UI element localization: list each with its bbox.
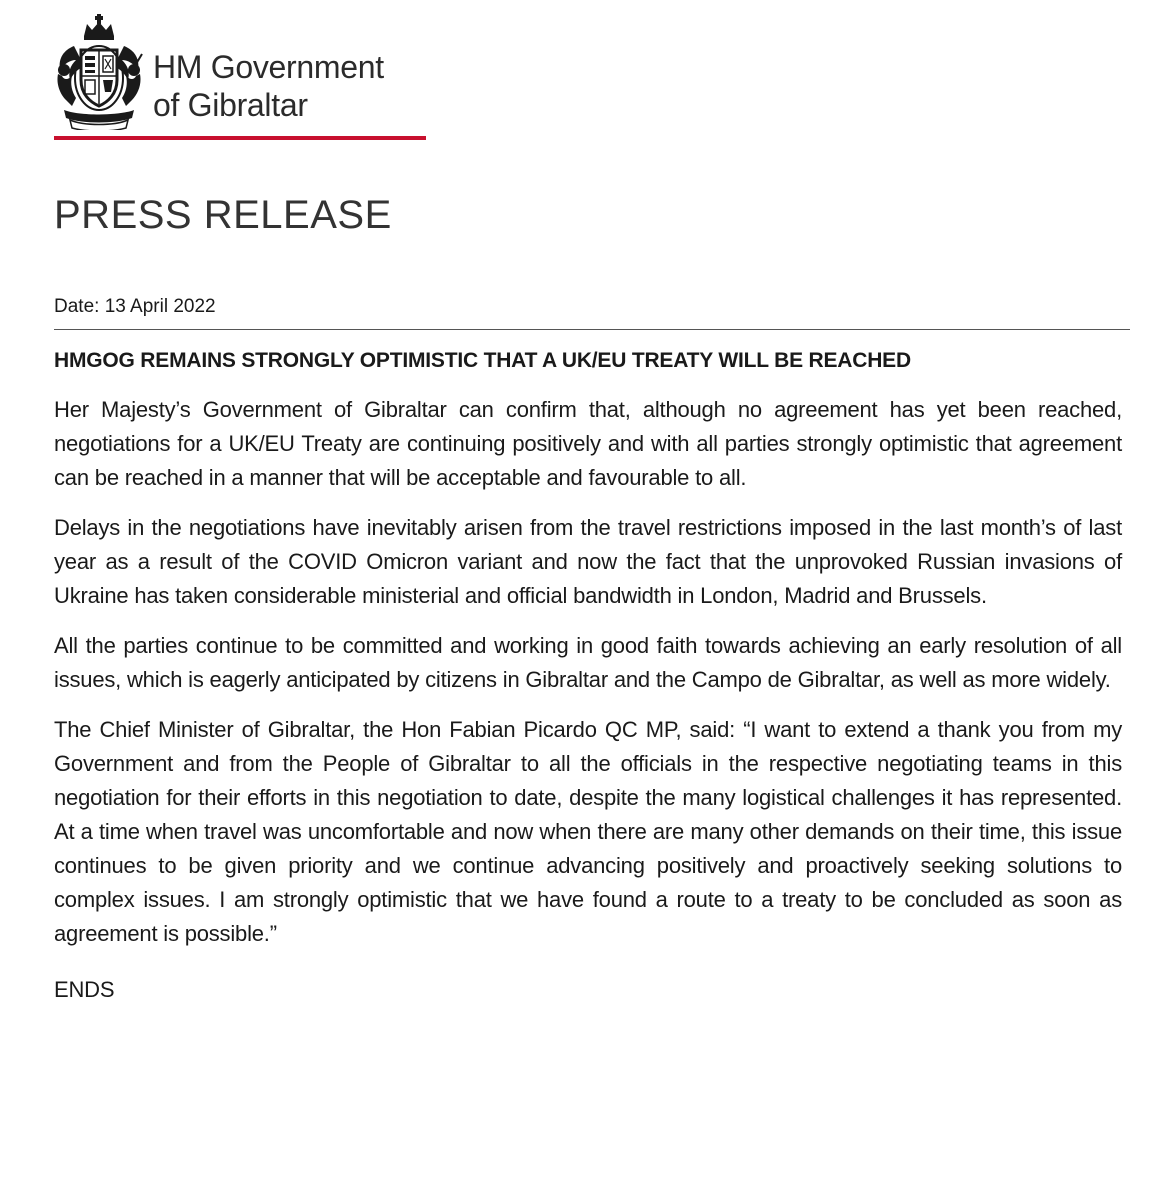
org-name-line2: of Gibraltar xyxy=(153,87,308,123)
organization-name xyxy=(153,48,384,124)
org-name-line1: HM Government xyxy=(153,49,384,85)
letterhead xyxy=(54,14,426,140)
paragraph: All the parties continue to be committed and working in good faith towards achieving an early resolution of all issues, which is eagerly anticipated by citizens in Gibraltar and the Campo de Gibraltar, as well as more widely. xyxy=(54,633,1122,692)
gibraltar-coat-of-arms-icon xyxy=(54,14,144,130)
paragraph: The Chief Minister of Gibraltar, the Hon Fabian Picardo QC MP, said: “I want to extend a thank you from my Government and from the People of Gibraltar to all the officials in the respective negotiating teams in this negotiation for their efforts in this negotiation to date, despite the many logistical challenges it has represented. At a time when travel was uncomfortable and now when there are many other demands on their time, this issue continues to be given priority and we continue advancing positively and proactively seeking solutions to complex issues. I am strongly optimistic that we have found a route to a treaty to be concluded as soon as agreement is possible.” xyxy=(54,717,1122,946)
horizontal-divider xyxy=(54,329,1130,330)
red-rule-divider xyxy=(54,136,426,140)
document-type-title: PRESS RELEASE xyxy=(54,193,392,237)
press-release-headline: HMGOG REMAINS STRONGLY OPTIMISTIC THAT A UK/EU TREATY WILL BE REACHED xyxy=(54,349,911,372)
paragraph: Her Majesty’s Government of Gibraltar can confirm that, although no agreement has yet been reached, negotiations for a UK/EU Treaty are continuing positively and with all parties strongly optimistic that agreement can be reached in a manner that will be acceptable and favourable to all. xyxy=(54,397,1122,490)
release-date: Date: 13 April 2022 xyxy=(54,296,216,317)
press-release-body xyxy=(54,393,1122,1023)
paragraph: Delays in the negotiations have inevitably arisen from the travel restrictions imposed in the last month’s of last year as a result of the COVID Omicron variant and now the fact that the unprovoked Russian invasions of Ukraine has taken considerable ministerial and official bandwidth in London, Madrid and Brussels. xyxy=(54,515,1122,608)
ends-marker: ENDS xyxy=(54,977,115,1002)
